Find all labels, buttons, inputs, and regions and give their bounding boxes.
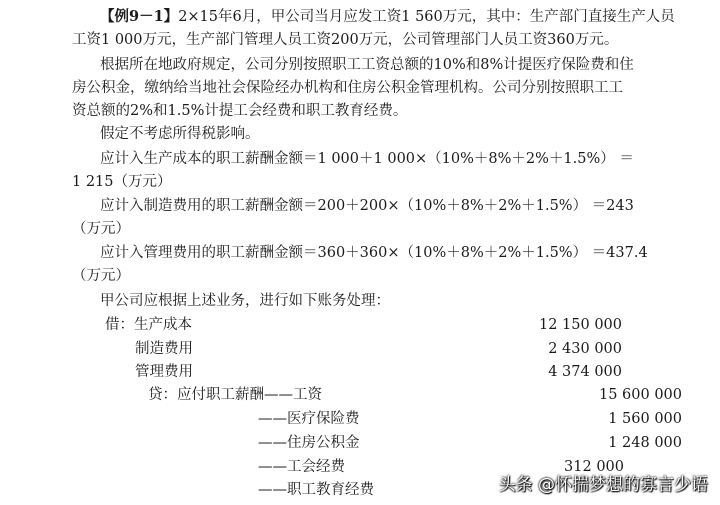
production-cost-result: 1 215（万元） — [72, 174, 172, 190]
journal-intro: 甲公司应根据上述业务，进行如下账务处理： — [100, 293, 390, 309]
journal-account: 贷：应付职工薪酬——工资 — [148, 387, 322, 403]
journal-account: 制造费用 — [135, 341, 193, 357]
journal-amount: 15 600 000 — [598, 387, 682, 403]
production-cost-formula: 应计入生产成本的职工薪酬金额＝1 000＋1 000×（10%＋8%＋2%＋1.5%） ＝ — [100, 151, 634, 167]
admin-cost-formula: 应计入管理费用的职工薪酬金额＝360＋360×（10%＋8%＋2%＋1.5%） ＝437.4 — [100, 245, 648, 261]
journal-account: ——住房公积金 — [258, 435, 360, 451]
example-paragraph-line-4: 房公积金，缴纳给当地社会保险经办机构和住房公积金管理机构。公司分别按照职工工 — [72, 80, 623, 96]
journal-amount: 2 430 000 — [548, 341, 622, 357]
example-paragraph-line-5: 资总额的2%和1.5%计提工会经费和职工教育经费。 — [72, 103, 408, 119]
example-paragraph-line-3: 根据所在地政府规定，公司分别按照职工工资总额的10%和8%计提医疗保险费和住 — [100, 57, 634, 73]
example-paragraph-line-2: 工资1 000万元，生产部门管理人员工资200万元，公司管理部门人员工资360万元。 — [72, 32, 619, 48]
example-paragraph-line-1: 【例9－1】2×15年6月，甲公司当月应发工资1 560万元，其中：生产部门直接生产人员 — [100, 8, 675, 25]
journal-amount: 1 560 000 — [608, 411, 682, 427]
journal-amount: 312 000 — [564, 459, 624, 475]
example-label: 【例9－1】 — [100, 8, 179, 25]
journal-amount: 4 374 000 — [548, 364, 622, 380]
journal-account: 管理费用 — [135, 364, 193, 380]
journal-account: ——医疗保险费 — [258, 411, 360, 427]
assumption-line: 假定不考虑所得税影响。 — [100, 126, 260, 142]
journal-account: ——工会经费 — [258, 459, 345, 475]
watermark-text: 头条 @怀揣梦想的寡言少语 — [498, 475, 708, 495]
manufacturing-cost-unit: （万元） — [72, 221, 130, 237]
journal-account: ——职工教育经费 — [258, 482, 374, 498]
journal-account: 借：生产成本 — [105, 317, 192, 333]
manufacturing-cost-formula: 应计入制造费用的职工薪酬金额＝200＋200×（10%＋8%＋2%＋1.5%） ＝243 — [100, 198, 634, 214]
admin-cost-unit: （万元） — [72, 268, 130, 284]
journal-amount: 1 248 000 — [608, 435, 682, 451]
journal-amount: 12 150 000 — [538, 317, 622, 333]
